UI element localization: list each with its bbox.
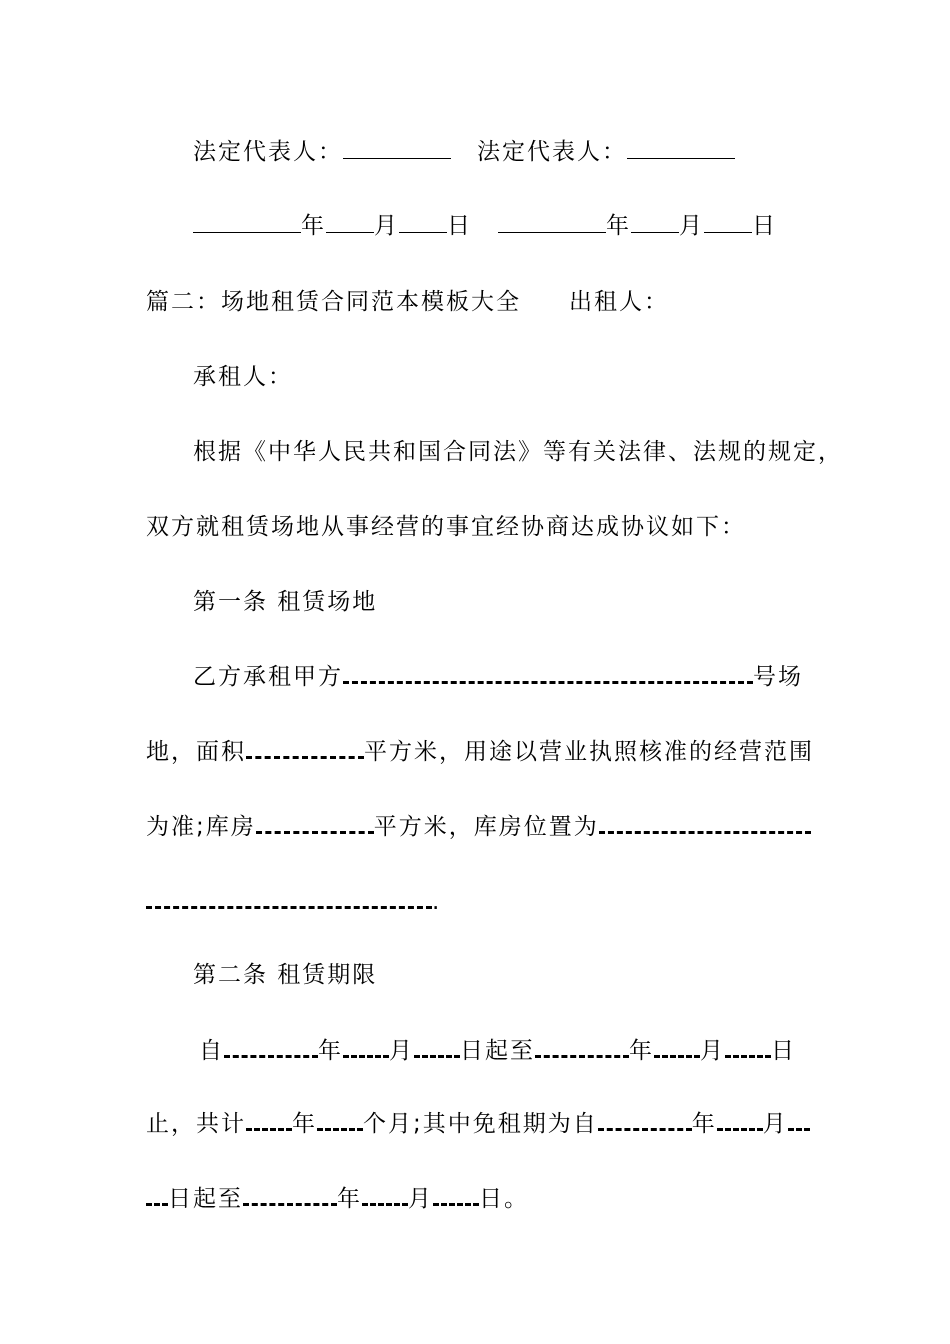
intro-line-2 bbox=[146, 512, 746, 542]
text-segment: 日。 bbox=[479, 1186, 529, 1212]
text-segment: . bbox=[432, 889, 442, 915]
free-end-year-blank[interactable] bbox=[243, 1183, 337, 1206]
text-segment: 年 bbox=[629, 1038, 654, 1064]
month-label: 月 bbox=[679, 213, 704, 239]
free-start-year-blank[interactable] bbox=[598, 1108, 692, 1131]
text-segment: 日起至 bbox=[168, 1186, 243, 1212]
text-segment: 年 bbox=[292, 1111, 317, 1137]
warehouse-location-blank-cont[interactable] bbox=[146, 886, 432, 909]
start-day-blank[interactable] bbox=[414, 1035, 460, 1058]
date-month-blank-right[interactable] bbox=[631, 212, 679, 233]
start-month-blank[interactable] bbox=[343, 1035, 389, 1058]
text-segment: 日 bbox=[771, 1038, 796, 1064]
warehouse-location-blank[interactable] bbox=[599, 811, 811, 834]
total-months-blank[interactable] bbox=[317, 1108, 363, 1131]
day-label: 日 bbox=[447, 213, 472, 239]
text-segment: 年 bbox=[318, 1038, 343, 1064]
rep-label-right: 法定代表人： bbox=[477, 139, 627, 165]
free-start-day-blank[interactable] bbox=[788, 1108, 810, 1131]
article-2-title bbox=[193, 960, 377, 990]
legal-representative-line bbox=[193, 137, 735, 167]
free-end-month-blank[interactable] bbox=[362, 1183, 408, 1206]
text-segment: 自 bbox=[199, 1038, 224, 1064]
article-1-title bbox=[193, 587, 377, 617]
article-2-line-1 bbox=[199, 1035, 796, 1066]
date-month-blank-left[interactable] bbox=[326, 212, 374, 233]
free-start-day-blank-cont[interactable] bbox=[146, 1183, 168, 1206]
text-segment: 月 bbox=[762, 1111, 788, 1137]
date-day-blank-left[interactable] bbox=[399, 212, 447, 233]
section-heading: 篇二：场地租赁合同范本模板大全 bbox=[146, 289, 521, 315]
text-segment: 号场 bbox=[753, 664, 803, 690]
text-segment: 乙方承租甲方 bbox=[193, 664, 343, 690]
text-segment: 个月;其中免租期为自 bbox=[363, 1111, 598, 1137]
article-1-line-2 bbox=[146, 736, 814, 767]
rep-label-left: 法定代表人： bbox=[193, 139, 343, 165]
area-blank[interactable] bbox=[246, 736, 364, 759]
month-label: 月 bbox=[374, 213, 399, 239]
total-years-blank[interactable] bbox=[246, 1108, 292, 1131]
end-month-blank[interactable] bbox=[654, 1035, 700, 1058]
date-year-blank-right[interactable] bbox=[498, 212, 606, 233]
article-2-line-3 bbox=[146, 1183, 529, 1214]
day-label: 日 bbox=[752, 213, 777, 239]
text-segment: 月 bbox=[389, 1038, 414, 1064]
signature-date-line bbox=[193, 211, 777, 241]
text-segment: 平方米，用途以营业执照核准的经营范围 bbox=[364, 739, 814, 765]
text-segment: 为准;库房 bbox=[146, 814, 256, 840]
lessee-line bbox=[193, 362, 293, 392]
text-segment: 止，共计 bbox=[146, 1111, 246, 1137]
article-1-line-4 bbox=[146, 886, 441, 917]
rep-blank-left[interactable] bbox=[343, 138, 451, 159]
intro-text: 根据《中华人民共和国合同法》等有关法律、法规的规定， bbox=[193, 439, 843, 465]
rep-blank-right[interactable] bbox=[627, 138, 735, 159]
article-1-line-1 bbox=[193, 661, 803, 692]
end-day-blank[interactable] bbox=[725, 1035, 771, 1058]
article-title: 第一条 租赁场地 bbox=[193, 589, 378, 615]
start-year-blank[interactable] bbox=[224, 1035, 318, 1058]
text-segment: 月 bbox=[408, 1186, 433, 1212]
warehouse-area-blank[interactable] bbox=[256, 811, 374, 834]
text-segment: 地，面积 bbox=[146, 739, 246, 765]
free-start-month-blank[interactable] bbox=[717, 1108, 763, 1131]
text-segment: 平方米，库房位置为 bbox=[373, 814, 599, 840]
year-label: 年 bbox=[301, 213, 326, 239]
lessor-label: 出租人： bbox=[569, 289, 669, 315]
site-number-blank[interactable] bbox=[343, 661, 753, 684]
section-heading-line bbox=[146, 287, 669, 317]
text-segment: 年 bbox=[337, 1186, 362, 1212]
free-end-day-blank[interactable] bbox=[433, 1183, 479, 1206]
intro-text: 双方就租赁场地从事经营的事宜经协商达成协议如下： bbox=[146, 514, 746, 540]
text-segment: 年 bbox=[691, 1111, 717, 1137]
text-segment: 日起至 bbox=[460, 1038, 535, 1064]
article-1-line-3 bbox=[146, 811, 811, 842]
lessee-label: 承租人： bbox=[193, 364, 293, 390]
date-day-blank-right[interactable] bbox=[704, 212, 752, 233]
text-segment: 月 bbox=[700, 1038, 725, 1064]
end-year-blank[interactable] bbox=[535, 1035, 629, 1058]
article-title: 第二条 租赁期限 bbox=[193, 962, 378, 988]
date-year-blank-left[interactable] bbox=[193, 212, 301, 233]
intro-line-1 bbox=[193, 437, 843, 467]
year-label: 年 bbox=[606, 213, 631, 239]
article-2-line-2 bbox=[146, 1108, 810, 1139]
